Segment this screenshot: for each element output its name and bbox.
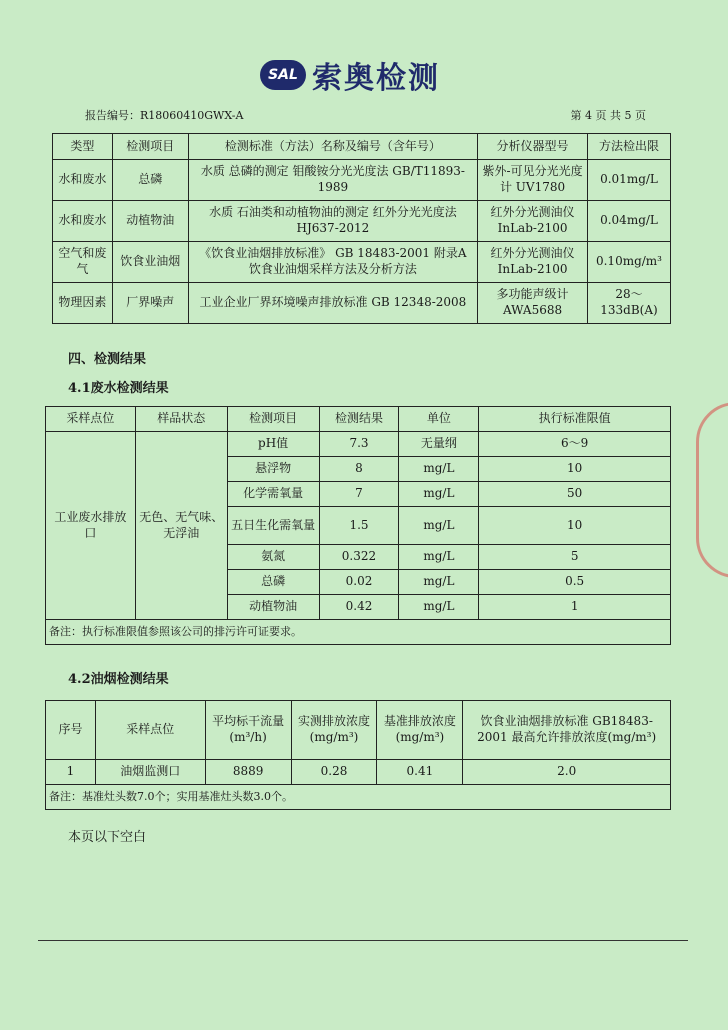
table-cell: 10 [479,507,671,545]
table-cell: 工业企业厂界环境噪声排放标准 GB 12348-2008 [188,283,477,324]
table-cell: mg/L [399,457,479,482]
header-cell: 样品状态 [135,407,227,432]
table-cell: 油烟监测口 [95,760,205,785]
table-cell: 水和废水 [53,160,113,201]
table-cell: 红外分光测油仪 InLab-2100 [478,242,588,283]
table-cell: 无量纲 [399,432,479,457]
report-number: 报告编号：R18060410GWX-A [85,109,244,122]
table-cell: 总磷 [227,570,319,595]
table-cell: 0.02 [319,570,399,595]
table-note-row [46,785,671,810]
table-cell: 5 [479,545,671,570]
header-cell: 采样点位 [95,701,205,760]
header-cell: 采样点位 [46,407,136,432]
footer-divider [38,940,688,941]
header-cell: 检测项目 [112,134,188,160]
table-cell: 水和废水 [53,201,113,242]
fume-results-table [45,700,671,810]
table-cell: mg/L [399,595,479,620]
table-cell: 8 [319,457,399,482]
table-cell: 总磷 [112,160,188,201]
table-cell: 0.5 [479,570,671,595]
table-cell: 2.0 [463,760,671,785]
table-cell: 8889 [205,760,291,785]
table-row [53,242,671,283]
table-cell: 7.3 [319,432,399,457]
table-cell: 水质 总磷的测定 钼酸铵分光光度法 GB/T11893-1989 [188,160,477,201]
header-cell: 检测项目 [227,407,319,432]
table-header-row [53,134,671,160]
table-cell: 化学需氧量 [227,482,319,507]
table-cell: 红外分光测油仪 InLab-2100 [478,201,588,242]
table-cell: 0.42 [319,595,399,620]
table-cell: 0.01mg/L [587,160,670,201]
table-cell: 0.04mg/L [587,201,670,242]
section-heading: 4.1废水检测结果 [68,381,169,396]
page-number: 第 4 页 共 5 页 [570,109,646,122]
table-cell: 空气和废气 [53,242,113,283]
table-row [53,201,671,242]
table-cell: 氨氮 [227,545,319,570]
table-cell: 28～133dB(A) [587,283,670,324]
table-cell: 1 [46,760,96,785]
table-cell: 50 [479,482,671,507]
table-row [53,283,671,324]
table-cell: 五日生化需氧量 [227,507,319,545]
company-logo [260,55,440,95]
table-row [46,432,671,457]
seal-stamp [696,402,728,578]
table-cell: 7 [319,482,399,507]
wastewater-results-table [45,406,671,645]
table-cell: pH值 [227,432,319,457]
table-cell: 0.10mg/m³ [587,242,670,283]
table-cell: 0.322 [319,545,399,570]
table-row [46,760,671,785]
table-cell: 《饮食业油烟排放标准》 GB 18483-2001 附录A 饮食业油烟采样方法及分析方法 [188,242,477,283]
table-cell: 动植物油 [112,201,188,242]
header-cell: 分析仪器型号 [478,134,588,160]
logo-badge: SAL [260,60,306,90]
table-cell: 0.41 [377,760,463,785]
header-cell: 平均标干流量(m³/h) [205,701,291,760]
table-cell: 饮食业油烟 [112,242,188,283]
table-cell: 悬浮物 [227,457,319,482]
header-cell: 执行标准限值 [479,407,671,432]
sampling-location: 工业废水排放口 [46,432,136,620]
header-cell: 检测结果 [319,407,399,432]
table-cell: 1.5 [319,507,399,545]
table-row [53,160,671,201]
table-note: 备注：执行标准限值参照该公司的排污许可证要求。 [46,620,671,645]
table-note: 备注：基准灶头数7.0个；实用基准灶头数3.0个。 [46,785,671,810]
section-heading: 4.2油烟检测结果 [68,672,169,687]
sample-state: 无色、无气味、无浮油 [135,432,227,620]
table-cell: mg/L [399,482,479,507]
table-cell: 厂界噪声 [112,283,188,324]
header-cell: 饮食业油烟排放标准 GB18483-2001 最高允许排放浓度(mg/m³) [463,701,671,760]
table-cell: 6～9 [479,432,671,457]
table-cell: mg/L [399,545,479,570]
table-cell: 物理因素 [53,283,113,324]
section-heading: 四、检测结果 [68,352,147,367]
table-cell: 水质 石油类和动植物油的测定 红外分光光度法 HJ637-2012 [188,201,477,242]
header-cell: 类型 [53,134,113,160]
header-cell: 序号 [46,701,96,760]
header-cell: 单位 [399,407,479,432]
header-cell: 基准排放浓度(mg/m³) [377,701,463,760]
table-cell: 动植物油 [227,595,319,620]
table-cell: 1 [479,595,671,620]
end-note: 本页以下空白 [68,830,147,845]
table-header-row [46,701,671,760]
header-cell: 方法检出限 [587,134,670,160]
table-cell: mg/L [399,570,479,595]
header-cell: 检测标准（方法）名称及编号（含年号） [188,134,477,160]
table-note-row [46,620,671,645]
header-cell: 实测排放浓度(mg/m³) [291,701,377,760]
table-cell: mg/L [399,507,479,545]
table-header-row [46,407,671,432]
table-cell: 多功能声级计 AWA5688 [478,283,588,324]
logo-name: 索奥检测 [312,61,440,96]
methods-table [52,133,671,324]
table-cell: 紫外-可见分光光度计 UV1780 [478,160,588,201]
table-cell: 0.28 [291,760,377,785]
table-cell: 10 [479,457,671,482]
